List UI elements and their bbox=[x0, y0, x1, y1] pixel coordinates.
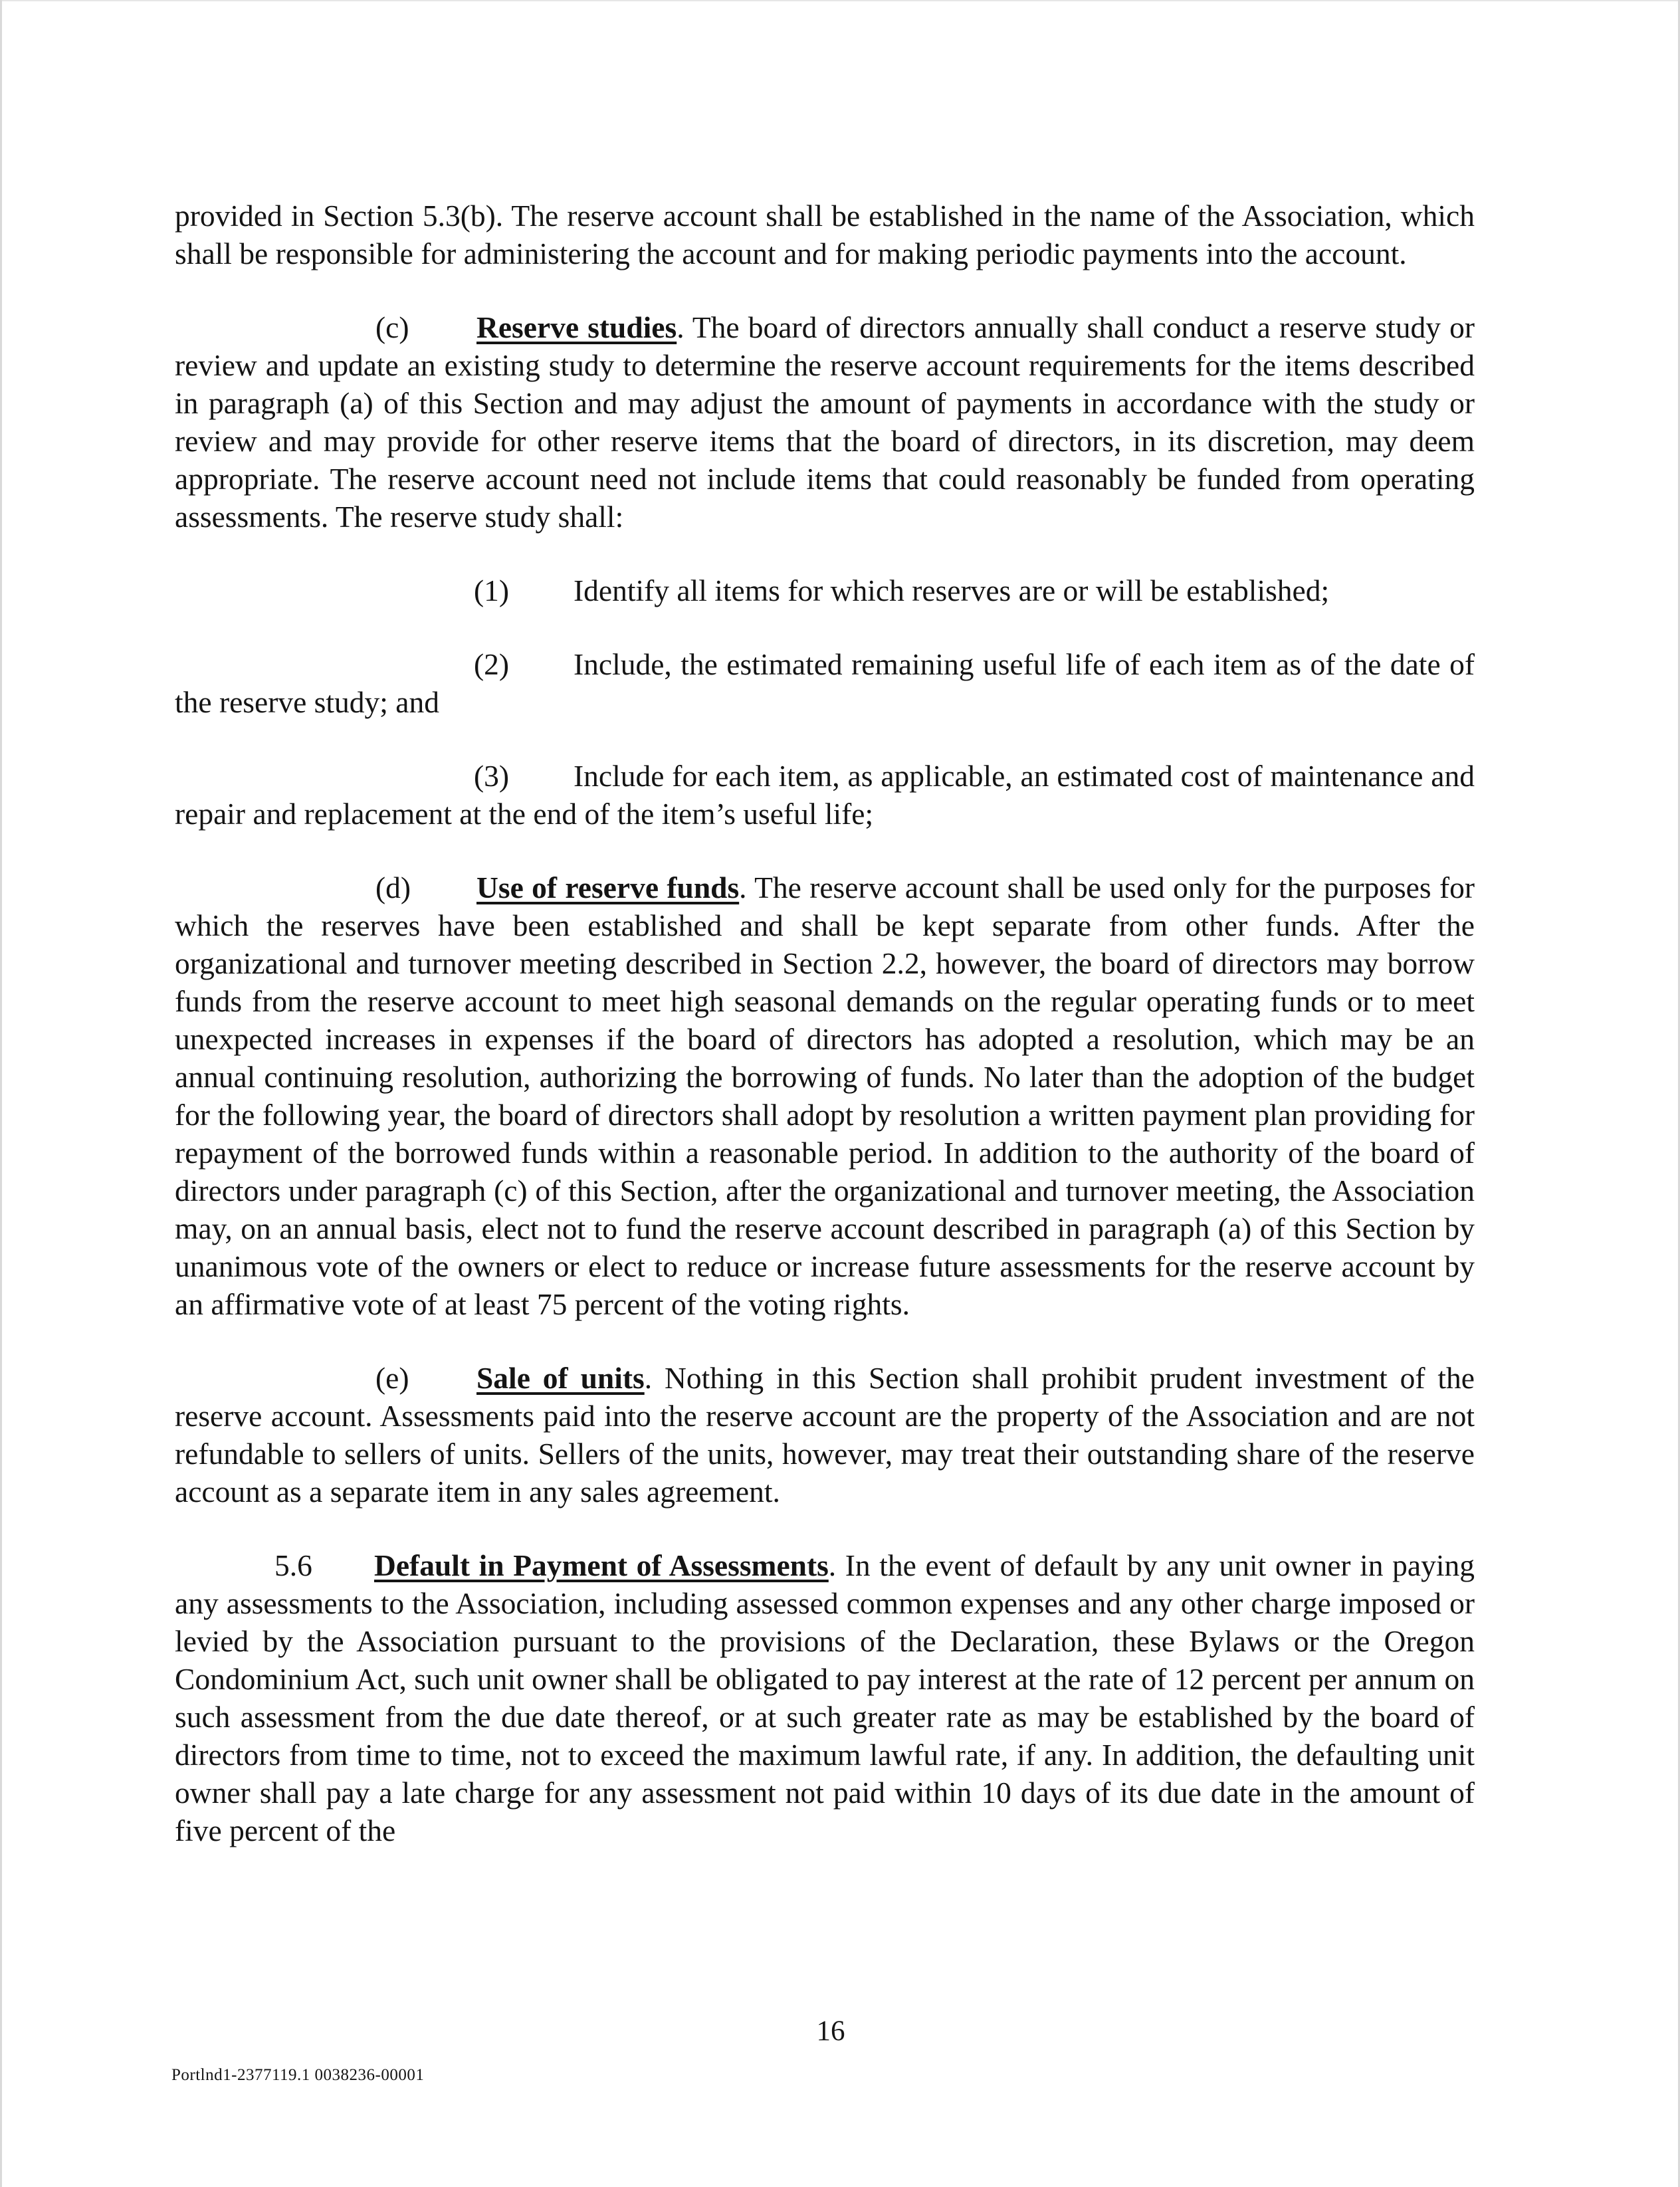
paragraph-d-use-of-reserve-funds bbox=[175, 869, 1475, 1323]
section-5-6-text: . In the event of default by any unit owner in paying any assessments to the Association, including assessed common expenses and any other charge imposed or levied by the Association pursuant to the provisions of the Declaration, these Bylaws or the Oregon Condominium Act, such unit owner shall be obligated to pay interest at the rate of 12 percent per annum on such assessment from the due date thereof, or at such greater rate as may be established by the board of directors from time to time, not to exceed the maximum lawful rate, if any. In addition, the defaulting unit owner shall pay a late charge for any assessment not paid within 10 days of its due date in the amount of five percent of the bbox=[175, 1548, 1475, 1847]
list-item-2 bbox=[175, 645, 1475, 721]
paragraph-e-label: (e) bbox=[375, 1361, 409, 1395]
list-item-1-label: (1) bbox=[474, 573, 510, 607]
list-item-3 bbox=[175, 757, 1475, 833]
paragraph-e-text: . Nothing in this Section shall prohibit prudent investment of the reserve account. Assessments paid into the reserve account are the property of the Association and are not refundable to sellers of units. Sellers of the units, however, may treat their outstanding share of the reserve account as a separate item in any sales agreement. bbox=[175, 1361, 1475, 1509]
list-item-2-text: Include, the estimated remaining useful life of each item as of the date of the reserve study; and bbox=[175, 647, 1475, 719]
scan-edge-top bbox=[0, 0, 1680, 1]
paragraph-c-reserve-studies bbox=[175, 308, 1475, 536]
list-item-3-label: (3) bbox=[474, 759, 510, 793]
section-5-6-heading: Default in Payment of Assessments bbox=[374, 1548, 829, 1582]
section-5-6-default-in-payment bbox=[175, 1546, 1475, 1849]
paragraph-e-heading: Sale of units bbox=[476, 1361, 645, 1395]
document-body bbox=[175, 197, 1475, 1849]
paragraph-c-heading: Reserve studies bbox=[476, 310, 677, 344]
section-5-6-label: 5.6 bbox=[274, 1548, 312, 1582]
paragraph-intro: provided in Section 5.3(b). The reserve account shall be established in the name of the Association, which shall be responsible for administering the account and for making periodic payments into the account. bbox=[175, 199, 1475, 270]
list-item-1-text: Identify all items for which reserves are or will be established; bbox=[574, 573, 1330, 607]
paragraph-d-heading: Use of reserve funds bbox=[476, 871, 740, 904]
paragraph-c-label: (c) bbox=[375, 310, 409, 344]
paragraph-d-text: . The reserve account shall be used only for the purposes for which the reserves have been established and shall be kept separate from other funds. After the organizational and turnover meeting described in Section 2.2, however, the board of directors may borrow funds from the reserve account to meet high seasonal demands on the regular operating funds or to meet unexpected increases in expenses if the board of directors has adopted a resolution, which may be an annual continuing resolution, authorizing the borrowing of funds. No later than the adoption of the budget for the following year, the board of directors shall adopt by resolution a written payment plan providing for repayment of the borrowed funds within a reasonable period. In addition to the authority of the board of directors under paragraph (c) of this Section, after the organizational and turnover meeting, the Association may, on an annual basis, elect not to fund the reserve account described in paragraph (a) of this Section by unanimous vote of the owners or elect to reduce or increase future assessments for the reserve account by an affirmative vote of at least 75 percent of the voting rights. bbox=[175, 871, 1475, 1321]
page-number: 16 bbox=[816, 2016, 845, 2047]
list-item-2-label: (2) bbox=[474, 647, 510, 681]
paragraph-d-label: (d) bbox=[375, 871, 411, 904]
scan-edge-left bbox=[0, 0, 2, 2187]
footer-document-code: Portlnd1-2377119.1 0038236-00001 bbox=[171, 2066, 425, 2084]
paragraph-e-sale-of-units bbox=[175, 1359, 1475, 1510]
paragraph-c-text: . The board of directors annually shall conduct a reserve study or review and update an existing study to determine the reserve account requirements for the items described in paragraph (a) of this Section and may adjust the amount of payments in accordance with the study or review and may provide for other reserve items that the board of directors, in its discretion, may deem appropriate. The reserve account need not include items that could reasonably be funded from operating assessments. The reserve study shall: bbox=[175, 310, 1475, 534]
list-item-3-text: Include for each item, as applicable, an estimated cost of maintenance and repair and replacement at the end of the item’s useful life; bbox=[175, 759, 1475, 831]
list-item-1 bbox=[175, 572, 1475, 609]
